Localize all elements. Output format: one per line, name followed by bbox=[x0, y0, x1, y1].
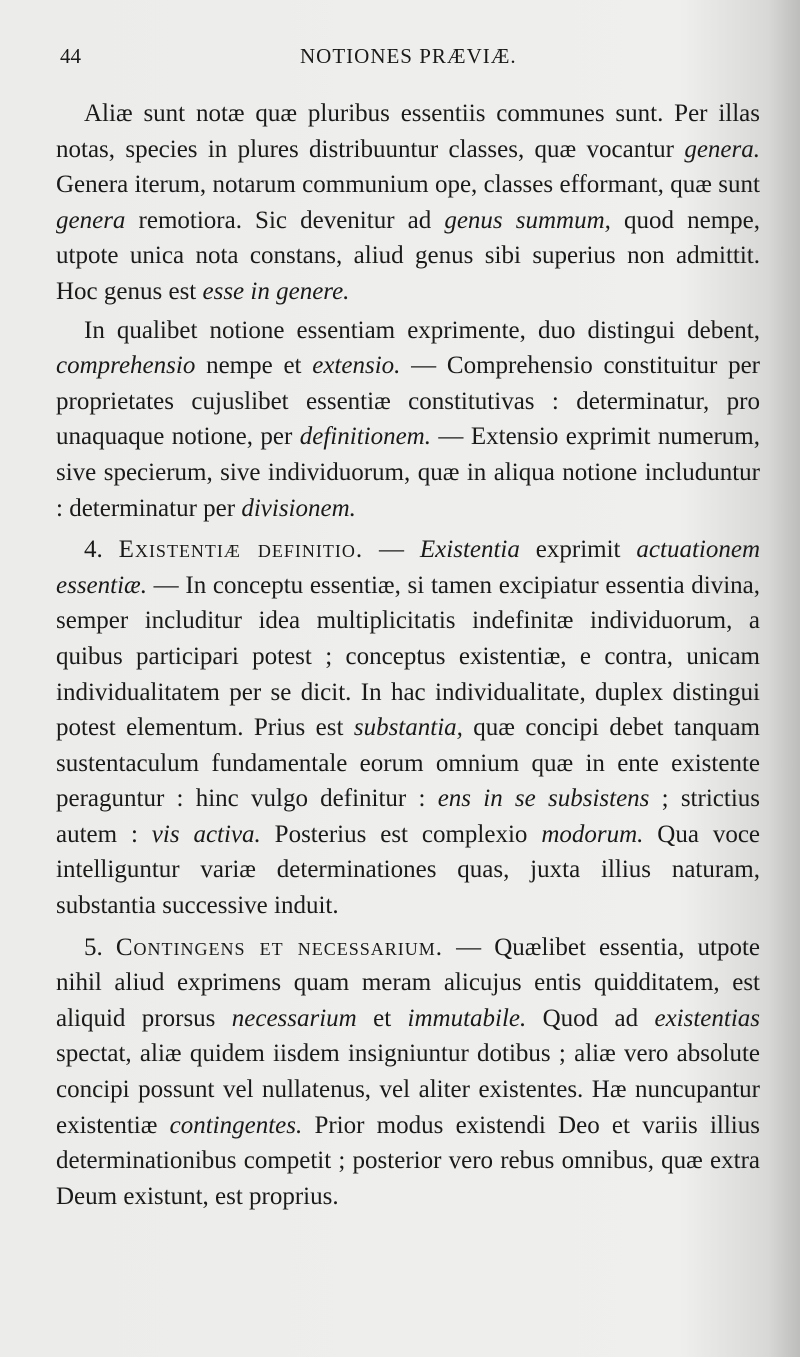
text: nempe et bbox=[195, 352, 313, 380]
italic-term: necessarium bbox=[231, 1004, 357, 1032]
italic-term: genera bbox=[56, 206, 126, 234]
italic-term: definitionem. bbox=[299, 423, 431, 451]
italic-term: genus summum, bbox=[444, 206, 611, 234]
running-title: NOTIONES PRÆVIÆ. bbox=[300, 44, 517, 68]
section-heading: Existentiæ definitio. bbox=[118, 536, 364, 564]
text: quod nempe, utpote unica nota constans, aliud genus sibi superius non admittit. Hoc genus est bbox=[56, 206, 761, 305]
page-number: 44 bbox=[60, 44, 81, 68]
text: et bbox=[356, 1004, 408, 1032]
italic-term: extensio. bbox=[312, 352, 401, 380]
text: — bbox=[363, 536, 420, 564]
text: Genera iterum, notarum communium ope, classes efformant, quæ sunt bbox=[56, 171, 760, 199]
text: — Comprehensio constituitur per proprietates cujuslibet essentiæ constitutivas : determinatur, pro unaquaque notione, per bbox=[56, 352, 760, 451]
italic-term: vis activa. bbox=[151, 820, 261, 848]
italic-term: actuationem essentiæ. bbox=[56, 536, 761, 599]
text: In qualibet notione essentiam exprimente, duo distingui debent, bbox=[84, 316, 760, 344]
italic-term: contingentes. bbox=[169, 1111, 303, 1139]
text: — Quælibet essentia, utpote nihil aliud exprimens quam meram alicujus entis quidditatem, est aliquid prorsus bbox=[56, 933, 760, 1032]
text: Qua voce intelliguntur variæ determinationes quas, juxta illius naturam, substantia successive induit. bbox=[56, 820, 761, 920]
italic-term: comprehensio bbox=[56, 352, 196, 380]
page-header bbox=[60, 44, 760, 78]
section-5-contingens bbox=[56, 930, 760, 1215]
italic-term: substantia, bbox=[353, 714, 463, 742]
italic-term: ens in se subsistens bbox=[437, 785, 650, 813]
section-4-existentia bbox=[56, 532, 760, 924]
text: ; strictius autem : bbox=[56, 785, 760, 848]
text: exprimit bbox=[519, 536, 637, 564]
italic-term: Existentia bbox=[419, 536, 520, 564]
text: — In conceptu essentiæ, si tamen excipiatur essentia divina, semper includitur idea multiplicitatis indefinitæ individuorum, a quibus participari potest ; conceptus existentiæ, e contra, unicam individualitatem per se dicit. In hac individualitate, duplex distingui potest elementum. Prius est bbox=[56, 571, 760, 742]
section-number: 5. bbox=[84, 933, 103, 961]
italic-term: modorum. bbox=[541, 820, 644, 848]
text: remotiora. Sic devenitur ad bbox=[125, 206, 445, 234]
section-number: 4. bbox=[84, 536, 103, 564]
body-text bbox=[56, 96, 760, 1214]
text: spectat, aliæ quidem iisdem insigniuntur dotibus ; aliæ vero absolute concipi possunt vel nullatenus, vel aliter existentes. Hæ nuncupantur existentiæ bbox=[56, 1040, 760, 1139]
paragraph-genera bbox=[56, 96, 760, 310]
text: Posterius est complexio bbox=[260, 820, 542, 848]
text: — Extensio exprimit numerum, sive specierum, sive individuorum, quæ in aliqua notione includuntur : determinatur per bbox=[56, 423, 760, 522]
italic-term: genera. bbox=[684, 135, 760, 163]
italic-term: esse in genere. bbox=[202, 277, 350, 305]
italic-term: divisionem. bbox=[241, 494, 356, 522]
text: Aliæ sunt notæ quæ pluribus essentiis communes sunt. Per illas notas, species in plures distribuuntur classes, quæ vocantur bbox=[56, 100, 760, 163]
italic-term: existentias bbox=[654, 1004, 761, 1032]
text: quæ concipi debet tanquam sustentaculum fundamentale eorum omnium quæ in ente existente peraguntur : hinc vulgo definitur : bbox=[56, 714, 760, 813]
paragraph-comprehensio bbox=[56, 313, 760, 527]
text: Quod ad bbox=[526, 1004, 655, 1032]
italic-term: immutabile. bbox=[407, 1004, 527, 1032]
text: Prior modus existendi Deo et variis illius determinationibus competit ; posterior vero rebus omnibus, quæ extra Deum existunt, est proprius. bbox=[56, 1111, 760, 1210]
section-heading: Contingens et necessarium. bbox=[115, 933, 444, 961]
